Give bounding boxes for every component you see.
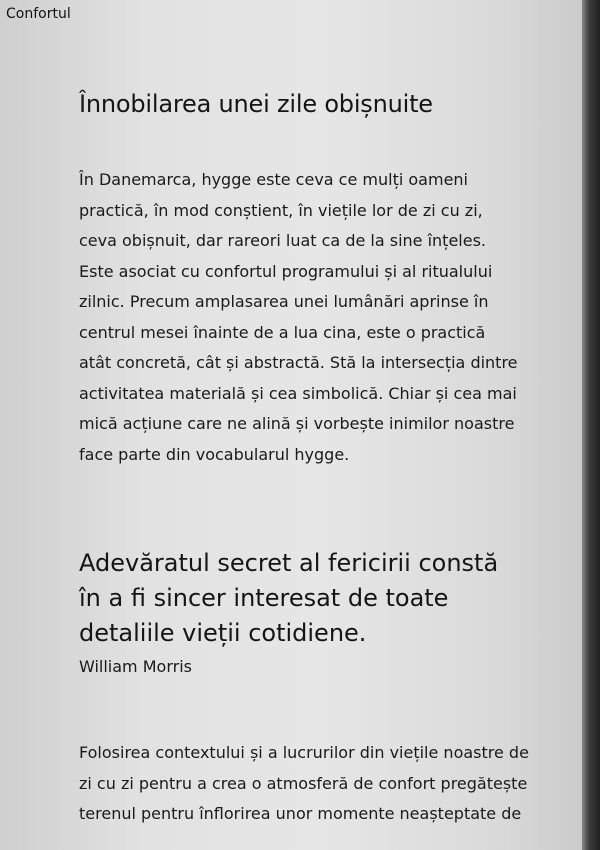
paragraph-line: centrul mesei înainte de a lua cina, este o practică [79,322,486,342]
paragraph-line: mică acțiune care ne alină și vorbește inimilor noastre [79,414,515,433]
paragraph-line: practică, în mod conștient, în viețile lor de zi cu zi, [79,200,483,220]
paragraph-line: zilnic. Precum amplasarea unei lumânări aprinse în [79,292,489,311]
paragraph-1 [79,165,549,470]
paragraph-line: atât concretă, cât și abstractă. Stă la intersecția dintre [79,353,518,372]
section-title: Înnobilarea unei zile obișnuite [79,90,433,118]
paragraph-line: Folosirea contextului și a lucrurilor din viețile noastre de [79,743,529,762]
quote-line: în a fi sincer interesat de toate [79,584,449,612]
paragraph-line: terenul pentru înflorirea unor momente neașteptate de [79,804,522,823]
paragraph-line: zi cu zi pentru a crea o atmosferă de confort pregătește [79,773,528,793]
paragraph-line: În Danemarca, hygge este ceva ce mulți oameni [79,170,468,189]
quote-author: William Morris [79,657,192,676]
pull-quote [79,546,498,676]
quote-line: detaliile vieții cotidiene. [79,619,367,647]
paragraph-line: ceva obișnuit, dar rareori luat ca de la sine înțeles. [79,231,486,250]
quote-line: Adevăratul secret al fericirii constă [79,549,499,577]
paragraph-line: activitatea materială și cea simbolică. Chiar și cea mai [79,383,517,403]
paragraph-2 [79,738,549,830]
book-spine-shadow [582,0,600,850]
paragraph-line: Este asociat cu confortul programului și al ritualului [79,261,493,281]
running-head: Confortul [6,6,71,22]
quote-text [79,546,498,651]
paragraph-line: face parte din vocabularul hygge. [79,444,350,464]
